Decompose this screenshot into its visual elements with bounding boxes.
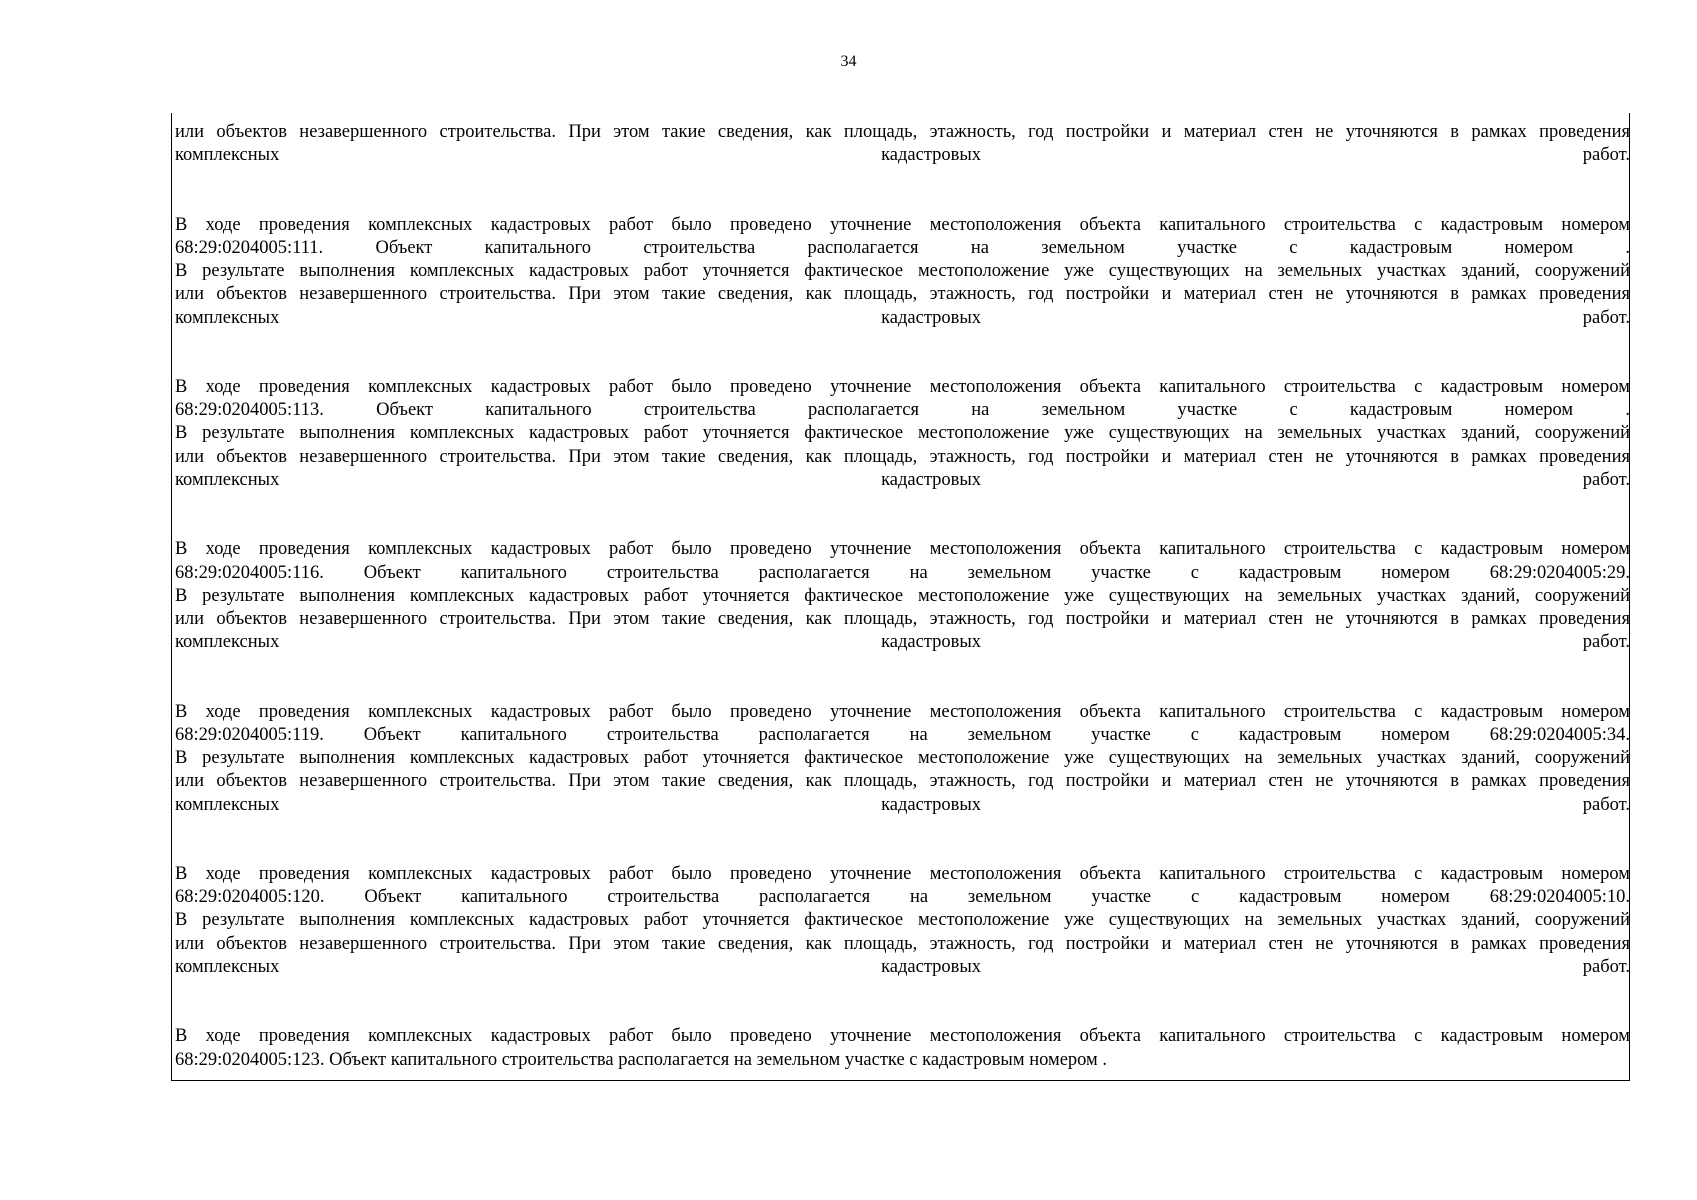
- text-line: или объектов незавершенного строительства. При этом такие сведения, как площадь, этажность, год постройки и материал стен не уточняются в рамках проведения: [175, 284, 1630, 305]
- text-line: 68:29:0204005:111. Объект капитального строительства располагается на земельном участке с кадастровым номером .: [175, 237, 1630, 258]
- text-line: или объектов незавершенного строительства. При этом такие сведения, как площадь, этажность, год постройки и материал стен не уточняются в рамках проведения: [175, 771, 1630, 792]
- text-line: В результате выполнения комплексных кадастровых работ уточняется фактическое местоположение уже существующих на земельных участках зданий, сооружений: [175, 910, 1630, 931]
- text-line: 68:29:0204005:120. Объект капитального строительства располагается на земельном участке с кадастровым номером 68:29:0204005:10.: [175, 887, 1630, 908]
- text-paragraph: [175, 863, 1630, 979]
- text-line: 68:29:0204005:119. Объект капитального строительства располагается на земельном участке с кадастровым номером 68:29:0204005:34.: [175, 724, 1630, 745]
- paragraph-gap: [175, 330, 1630, 376]
- paragraph-gap: [175, 979, 1630, 1025]
- text-line: 68:29:0204005:113. Объект капитального строительства располагается на земельном участке с кадастровым номером .: [175, 400, 1630, 421]
- text-line: В ходе проведения комплексных кадастровых работ было проведено уточнение местоположения объекта капитального строительства с кадастровым номером: [175, 539, 1630, 560]
- text-line: комплексных кадастровых работ.: [175, 145, 1630, 166]
- text-line: или объектов незавершенного строительства. При этом такие сведения, как площадь, этажность, год постройки и материал стен не уточняются в рамках проведения: [175, 933, 1630, 954]
- text-line: комплексных кадастровых работ.: [175, 794, 1630, 815]
- text-line: 68:29:0204005:123. Объект капитального строительства располагается на земельном участке с кадастровым номером .: [175, 1049, 1108, 1070]
- paragraph-gap: [175, 492, 1630, 538]
- text-paragraph: [175, 121, 1630, 167]
- text-line: комплексных кадастровых работ.: [175, 632, 1630, 653]
- text-line: комплексных кадастровых работ.: [175, 469, 1630, 490]
- text-line: В ходе проведения комплексных кадастровых работ было проведено уточнение местоположения объекта капитального строительства с кадастровым номером: [175, 864, 1630, 885]
- document-body: [175, 121, 1630, 1072]
- text-line: или объектов незавершенного строительства. При этом такие сведения, как площадь, этажность, год постройки и материал стен не уточняются в рамках проведения: [175, 608, 1630, 629]
- text-line: или объектов незавершенного строительства. При этом такие сведения, как площадь, этажность, год постройки и материал стен не уточняются в рамках проведения: [175, 446, 1630, 467]
- text-paragraph: [175, 538, 1630, 654]
- text-paragraph: [175, 376, 1630, 492]
- text-line: В результате выполнения комплексных кадастровых работ уточняется фактическое местоположение уже существующих на земельных участках зданий, сооружений: [175, 748, 1630, 769]
- text-line: или объектов незавершенного строительства. При этом такие сведения, как площадь, этажность, год постройки и материал стен не уточняются в рамках проведения: [175, 122, 1630, 142]
- text-line: В ходе проведения комплексных кадастровых работ было проведено уточнение местоположения объекта капитального строительства с кадастровым номером: [175, 377, 1630, 398]
- page-number: 34: [840, 53, 857, 70]
- text-paragraph: [175, 1025, 1630, 1071]
- text-paragraph: [175, 701, 1630, 817]
- text-line: В ходе проведения комплексных кадастровых работ было проведено уточнение местоположения объекта капитального строительства с кадастровым номером: [175, 701, 1630, 722]
- text-line: В ходе проведения комплексных кадастровых работ было проведено уточнение местоположения объекта капитального строительства с кадастровым номером: [175, 1026, 1630, 1047]
- document-text-frame: [171, 113, 1630, 1081]
- text-line: В ходе проведения комплексных кадастровых работ было проведено уточнение местоположения объекта капитального строительства с кадастровым номером: [175, 214, 1630, 235]
- text-line: комплексных кадастровых работ.: [175, 307, 1630, 328]
- text-line: В результате выполнения комплексных кадастровых работ уточняется фактическое местоположение уже существующих на земельных участках зданий, сооружений: [175, 423, 1630, 444]
- text-line: В результате выполнения комплексных кадастровых работ уточняется фактическое местоположение уже существующих на земельных участках зданий, сооружений: [175, 261, 1630, 282]
- text-line: комплексных кадастровых работ.: [175, 956, 1630, 977]
- text-line: 68:29:0204005:116. Объект капитального строительства располагается на земельном участке с кадастровым номером 68:29:0204005:29.: [175, 562, 1630, 583]
- paragraph-gap: [175, 817, 1630, 863]
- text-line: В результате выполнения комплексных кадастровых работ уточняется фактическое местоположение уже существующих на земельных участках зданий, сооружений: [175, 585, 1630, 606]
- text-paragraph: [175, 214, 1630, 330]
- paragraph-gap: [175, 654, 1630, 700]
- paragraph-gap: [175, 167, 1630, 213]
